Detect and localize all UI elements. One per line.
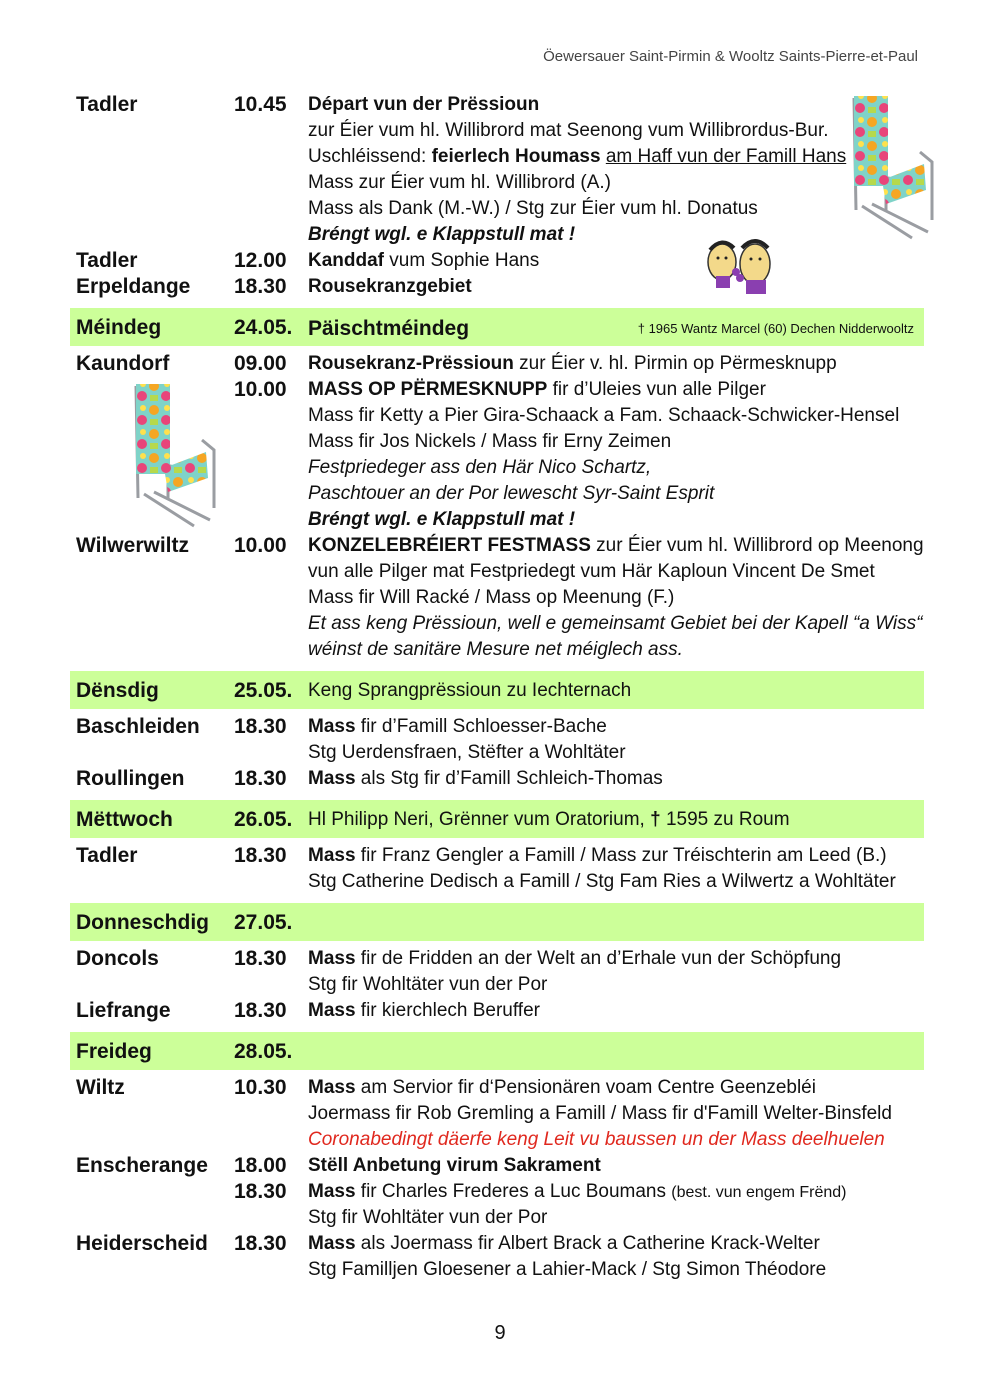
service-description — [308, 1181, 846, 1203]
text-segment: Päischtméindeg — [308, 317, 470, 340]
service-time: 18.00 — [234, 1154, 287, 1177]
service-description — [308, 250, 539, 272]
schedule-line — [70, 1230, 924, 1256]
location: Baschleiden — [76, 715, 200, 738]
text-segment: Stg Catherine Dedisch a Famill / Stg Fam Ries a Wilwertz a Wohltäter — [308, 871, 896, 892]
text-segment: vum Sophie Hans — [384, 250, 540, 271]
service-description — [308, 198, 758, 220]
service-description — [308, 379, 766, 401]
text-segment: Paschtouer an der Por lewescht Syr-Saint Esprit — [308, 483, 715, 504]
schedule-line — [70, 143, 924, 169]
text-segment: Mass — [308, 1000, 356, 1021]
service-description — [308, 535, 924, 557]
service-time: 18.30 — [234, 275, 287, 298]
day-header — [70, 903, 924, 941]
text-segment: fir d’Famill Schloesser-Bache — [355, 716, 607, 737]
location: Tadler — [76, 844, 138, 867]
service-description — [308, 974, 547, 996]
obituary-note: † 1965 Wantz Marcel (60) Dechen Nidderwooltz — [637, 321, 914, 336]
text-segment: Bréngt wgl. e Klappstull mat ! — [308, 224, 576, 245]
service-time: 09.00 — [234, 352, 287, 375]
service-description — [308, 1155, 601, 1177]
service-time: 18.30 — [234, 999, 287, 1022]
text-segment: fir kierchlech Beruffer — [355, 1000, 540, 1021]
day-date: 26.05. — [234, 808, 293, 831]
text-segment: KONZELEBRÉIERT FESTMASS — [308, 535, 591, 556]
service-description — [308, 483, 714, 505]
text-segment: Mass — [308, 716, 356, 737]
service-description — [308, 146, 846, 168]
day-feast — [308, 680, 631, 702]
day-header — [70, 1032, 924, 1070]
schedule-line — [70, 221, 924, 247]
text-segment: am Servior fir d‘Pensionären voam Centre Geenzebléi — [355, 1077, 816, 1098]
service-time: 18.30 — [234, 947, 287, 970]
day-date: 28.05. — [234, 1040, 293, 1063]
schedule-line — [70, 247, 924, 273]
text-segment: † — [650, 809, 661, 830]
service-description — [308, 871, 896, 893]
text-segment: Hl Philipp Neri, Grënner vum Oratorium, — [308, 809, 651, 830]
day-name: Mëttwoch — [76, 808, 173, 831]
text-segment: Départ vun der Prëssioun — [308, 94, 540, 115]
service-description — [308, 716, 607, 738]
text-segment: Mass fir Ketty a Pier Gira-Schaack a Fam. Schaack-Schwicker-Hensel — [308, 405, 900, 426]
day-date: 27.05. — [234, 911, 293, 934]
schedule-line — [70, 1204, 924, 1230]
text-segment: fir d’Uleies vun alle Pilger — [547, 379, 766, 400]
schedule-line — [70, 713, 924, 739]
day-header — [70, 671, 924, 709]
text-segment: Mass zur Éier vum hl. Willibrord (A.) — [308, 172, 611, 193]
service-description — [308, 276, 472, 298]
service-description — [308, 845, 887, 867]
folding-chair-icon — [842, 92, 938, 242]
day-date: 24.05. — [234, 316, 293, 339]
text-segment: wéinst de sanitäre Mesure net méiglech ass. — [308, 639, 683, 660]
location: Heiderscheid — [76, 1232, 208, 1255]
schedule-line — [70, 273, 924, 299]
service-description — [308, 1000, 540, 1022]
day-name: Méindeg — [76, 316, 162, 339]
service-description — [308, 431, 671, 453]
text-segment: fir Franz Gengler a Famill / Mass zur Tréischterin am Leed (B.) — [355, 845, 887, 866]
day-header — [70, 800, 924, 838]
service-time: 18.30 — [234, 1232, 287, 1255]
service-description — [308, 613, 922, 635]
text-segment: zur Éier v. hl. Pirmin op Përmesknupp — [513, 353, 837, 374]
text-segment: Mass — [308, 768, 356, 789]
folding-chair-icon — [124, 380, 220, 530]
service-time: 18.30 — [234, 844, 287, 867]
location: Liefrange — [76, 999, 171, 1022]
service-description — [308, 1103, 892, 1125]
service-description — [308, 224, 575, 246]
page-header: Öewersauer Saint-Pirmin & Wooltz Saints-Pierre-et-Paul — [543, 48, 918, 65]
text-segment: Et ass keng Prëssioun, well e gemeinsamt Gebiet bei der Kapell “a Wiss“ — [308, 613, 923, 634]
day-name: Freideg — [76, 1040, 152, 1063]
text-segment: Keng Sprangprëssioun zu Iechternach — [308, 680, 632, 701]
text-segment: Mass — [308, 1181, 356, 1202]
day-feast — [308, 317, 469, 341]
schedule-line — [70, 532, 924, 558]
text-segment: Mass — [308, 1077, 356, 1098]
text-segment: als Joermass fir Albert Brack a Catherine Krack-Welter — [355, 1233, 820, 1254]
text-segment: Festpriedeger ass den Här Nico Schartz, — [308, 457, 652, 478]
schedule-line — [70, 971, 924, 997]
service-description — [308, 120, 829, 142]
location: Roullingen — [76, 767, 185, 790]
text-segment: fir de Fridden an der Welt an d’Erhale vun der Schöpfung — [355, 948, 842, 969]
text-segment: Mass fir Jos Nickels / Mass fir Erny Zeimen — [308, 431, 672, 452]
text-segment: Stg Uerdensfraen, Stëfter a Wohltäter — [308, 742, 626, 763]
text-segment: zur Éier vum hl. Willibrord mat Seenong vum Willibrordus-Bur. — [308, 120, 829, 141]
service-description — [308, 742, 626, 764]
text-segment: Stëll Anbetung virum Sakrament — [308, 1155, 601, 1176]
text-segment: Uschléissend: — [308, 146, 432, 167]
schedule-line — [70, 997, 924, 1023]
service-time: 12.00 — [234, 249, 287, 272]
text-segment: Kanddaf — [308, 250, 384, 271]
text-segment: Stg Familljen Gloesener a Lahier-Mack / Stg Simon Théodore — [308, 1259, 827, 1280]
schedule-line — [70, 91, 924, 117]
schedule-line — [70, 636, 924, 662]
service-description — [308, 948, 841, 970]
service-description — [308, 94, 539, 116]
service-time: 10.00 — [234, 378, 287, 401]
text-segment: am Haff vun der Famill Hans — [605, 146, 847, 167]
day-name: Dënsdig — [76, 679, 159, 702]
location: Wilwerwiltz — [76, 534, 189, 557]
service-time: 18.30 — [234, 767, 287, 790]
page-number: 9 — [494, 1322, 506, 1344]
text-segment: Coronabedingt däerfe keng Leit vu baussen un der Mass deelhuelen — [308, 1129, 885, 1150]
schedule-line — [70, 169, 924, 195]
text-segment: Joermass fir Rob Gremling a Famill / Mass fir d'Famill Welter-Binsfeld — [308, 1103, 892, 1124]
service-description — [308, 1233, 820, 1255]
schedule-line — [70, 945, 924, 971]
text-segment: Mass — [308, 1233, 356, 1254]
schedule-line — [70, 842, 924, 868]
text-segment: als Stg fir d’Famill Schleich-Thomas — [355, 768, 663, 789]
service-description — [308, 353, 837, 375]
location: Enscherange — [76, 1154, 208, 1177]
service-description — [308, 1129, 885, 1151]
text-segment: zur Éier vum hl. Willibrord op Meenong — [590, 535, 924, 556]
text-segment: 1595 zu Roum — [660, 809, 790, 830]
service-description — [308, 1207, 547, 1229]
schedule-line — [70, 1178, 924, 1204]
text-segment: fir Charles Frederes a Luc Boumans — [355, 1181, 672, 1202]
schedule-line — [70, 1074, 924, 1100]
schedule-line — [70, 610, 924, 636]
service-description — [308, 1259, 826, 1281]
text-segment: feierlech Houmass — [431, 146, 601, 167]
schedule-line — [70, 1152, 924, 1178]
schedule-line — [70, 1256, 924, 1282]
schedule-line — [70, 558, 924, 584]
text-segment: Mass fir Will Racké / Mass op Meenung (F.) — [308, 587, 675, 608]
schedule-line — [70, 1126, 924, 1152]
day-feast — [308, 809, 790, 831]
service-description — [308, 509, 575, 531]
text-segment: Mass — [308, 948, 356, 969]
schedule-line — [70, 868, 924, 894]
text-segment: Mass — [308, 845, 356, 866]
location: Kaundorf — [76, 352, 170, 375]
text-segment: Stg fir Wohltäter vun der Por — [308, 974, 548, 995]
service-time: 10.00 — [234, 534, 287, 557]
service-description — [308, 561, 875, 583]
schedule-line — [70, 1100, 924, 1126]
service-description — [308, 405, 899, 427]
text-segment: Rousekranzgebiet — [308, 276, 472, 297]
service-description — [308, 457, 651, 479]
text-segment: Mass als Dank (M.-W.) / Stg zur Éier vum hl. Donatus — [308, 198, 758, 219]
day-header — [70, 308, 924, 346]
adam-eve-icon — [700, 232, 780, 302]
service-description — [308, 639, 683, 661]
service-time: 10.45 — [234, 93, 287, 116]
service-description — [308, 1077, 816, 1099]
service-time: 18.30 — [234, 1180, 287, 1203]
schedule-line — [70, 584, 924, 610]
text-segment: Stg fir Wohltäter vun der Por — [308, 1207, 548, 1228]
day-name: Donneschdig — [76, 911, 210, 934]
text-segment: Rousekranz-Prëssioun — [308, 353, 514, 374]
schedule-line — [70, 765, 924, 791]
text-segment: (best. vun engem Frënd) — [671, 1184, 847, 1201]
schedule-line — [70, 350, 924, 376]
text-segment: Bréngt wgl. e Klappstull mat ! — [308, 509, 576, 530]
schedule-line — [70, 195, 924, 221]
service-time: 18.30 — [234, 715, 287, 738]
text-segment: MASS OP PËRMESKNUPP — [308, 379, 548, 400]
service-description — [308, 587, 674, 609]
service-time: 10.30 — [234, 1076, 287, 1099]
location: Erpeldange — [76, 275, 191, 298]
service-description — [308, 172, 611, 194]
schedule-line — [70, 117, 924, 143]
schedule-line — [70, 739, 924, 765]
location: Doncols — [76, 947, 159, 970]
service-description — [308, 768, 663, 790]
text-segment: vun alle Pilger mat Festpriedegt vum Här Kaploun Vincent De Smet — [308, 561, 875, 582]
location: Tadler — [76, 93, 138, 116]
day-date: 25.05. — [234, 679, 293, 702]
location: Wiltz — [76, 1076, 125, 1099]
location: Tadler — [76, 249, 138, 272]
